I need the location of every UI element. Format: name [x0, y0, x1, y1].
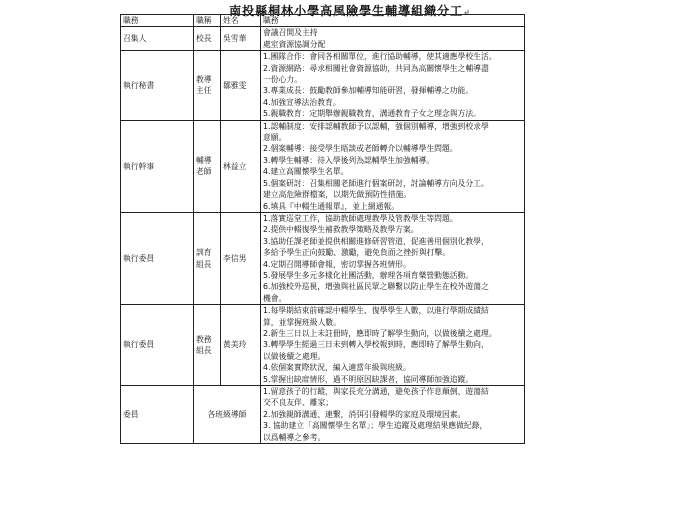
duty-line: 5.個案研討：召集相關老師進行個案研討，討論輔導方向及分工。: [263, 178, 489, 188]
duty-line: 2.新生三日以上未註冊時，應即時了解學生動向，以做後續之處理。: [263, 328, 497, 338]
position-cell: 教導主任: [194, 51, 221, 120]
duty-line: 意願。: [263, 133, 287, 143]
duty-line: 2.提供中輟復學生補救教學策略及教學方案。: [263, 225, 419, 235]
table-row: [121, 212, 525, 304]
name-cell: 林益立: [221, 120, 261, 212]
duty-line: 1.每學期結束前確認中輟學生、復學學生人數，以進行學期成績結: [263, 306, 489, 316]
header-duty: 職務: [261, 15, 525, 27]
name-cell: 李信男: [221, 212, 261, 304]
duty-line: 一份心力。: [263, 75, 302, 85]
duty-line: 建立高危險群檔案，以期先做預防性措施。: [263, 190, 412, 200]
duty-line: 處室資源協調分配: [263, 39, 326, 49]
duty-line: 會議召開及主持: [263, 28, 318, 38]
header-row: [121, 15, 525, 27]
duty-line: 交不良友伴、離家；: [263, 398, 334, 408]
duty-line: 多給予學生正向鼓勵、激勵，避免負面之挫折與打擊。: [263, 248, 451, 258]
role-cell: 執行幹事: [121, 120, 194, 212]
duty-line: 1.留意孩子的行蹤，與家長充分溝通，避免孩子作息顛倒、遊蕩結: [263, 387, 489, 396]
duty-line: 算，並掌握班級人數。: [263, 317, 341, 327]
table-row: [121, 386, 525, 444]
position-cell: 輔導老師: [194, 120, 221, 212]
table-row: [121, 120, 525, 212]
duty-line: 1.認輔制度：安排認輔教師予以認輔，強個別輔導，增強到校求學: [263, 121, 489, 131]
duty-line: 2.加強親師溝通、連繫，消弭引發輟學的家庭及環境因素。: [263, 409, 466, 419]
name-cell: 黃美玲: [221, 305, 261, 386]
duty-line: 3.專業成長：鼓勵教師參加輔導知能研習，發揮輔導之功能。: [263, 86, 474, 96]
role-cell: 委員: [121, 386, 194, 444]
duty-cell: [261, 212, 525, 304]
duty-cell: [261, 305, 525, 386]
duty-line: 5.親職教育：定期舉辦親職教育，溝通教育子女之理念與方法。: [263, 109, 481, 119]
document-title: 南投縣桐林小學高風險學生輔導組織分工↵: [229, 4, 471, 18]
duty-line: 6.加強校外巡視，增強與社區民眾之聯繫以防止學生在校外遊蕩之: [263, 282, 489, 292]
duty-table: [120, 14, 525, 444]
duty-line: 6.填具『中輟生通報單』，並上網通報。: [263, 201, 400, 211]
role-cell: 執行秘書: [121, 51, 194, 120]
duty-line: 3.協助任課老師並提供相關進修研習管道，促進善用個別化教學，: [263, 236, 489, 246]
duty-line: 5.掌握出缺席情形，過不明原因缺課者，協同導師加強追蹤。: [263, 374, 474, 384]
duty-line: 機會。: [263, 293, 287, 303]
duty-line: 以做後續之處理。: [263, 351, 326, 361]
table-row: [121, 51, 525, 120]
table-row: [121, 27, 525, 51]
name-cell: 鄒雅雯: [221, 51, 261, 120]
duty-line: 2.個案輔導：接受學生晤談或老師轉介以輔導學生問題。: [263, 144, 458, 154]
duty-line: 4.定期召開導師會報，密切掌握各班情形。: [263, 259, 411, 269]
position-cell: 各班級導師: [194, 386, 261, 444]
duty-line: 3.轉學學生經過三日未到轉入學校報到時，應即時了解學生動向，: [263, 340, 489, 350]
duty-line: 4.依個案實際狀況，編入適當年級與班級。: [263, 363, 411, 373]
duty-cell: [261, 51, 525, 120]
table-row: [121, 305, 525, 386]
header-role: 職務: [121, 15, 194, 27]
duty-line: 2.資源網路：尋求相關社會資源協助，共同為高關懷學生之輔導盡: [263, 63, 489, 73]
header-name: 姓名: [221, 15, 261, 27]
duty-line: 4.加強宣導法治教育。: [263, 97, 341, 107]
position-cell: 教務組長: [194, 305, 221, 386]
duty-line: 3. 協助建立「高關懷學生名單」；學生追蹤及處理結果應做紀錄，: [263, 421, 488, 431]
duty-line: 以爲輔導之參考。: [263, 432, 326, 442]
duty-line: 3.轉學生輔導：待入學後列為認輔學生加強輔導。: [263, 155, 435, 165]
position-cell: 校長: [194, 27, 221, 51]
duty-line: 1.團隊合作：會同各相關單位，進行協助輔導，使其適應學校生活。: [263, 52, 497, 62]
duty-cell: [261, 386, 525, 444]
role-cell: 執行委員: [121, 212, 194, 304]
role-cell: 執行委員: [121, 305, 194, 386]
duty-line: 1.落實巡堂工作，協助教師處理教學及管教學生等問題。: [263, 213, 458, 223]
duty-cell: [261, 120, 525, 212]
duty-cell: [261, 27, 525, 51]
name-cell: 吳雪華: [221, 27, 261, 51]
header-position: 職稱: [194, 15, 221, 27]
duty-line: 4.建立高關懷學生名單。: [263, 167, 349, 177]
position-cell: 訓育組長: [194, 212, 221, 304]
role-cell: 召集人: [121, 27, 194, 51]
duty-line: 5.發展學生多元多樣化社團活動，辦理各項育樂營動態活動。: [263, 270, 474, 280]
